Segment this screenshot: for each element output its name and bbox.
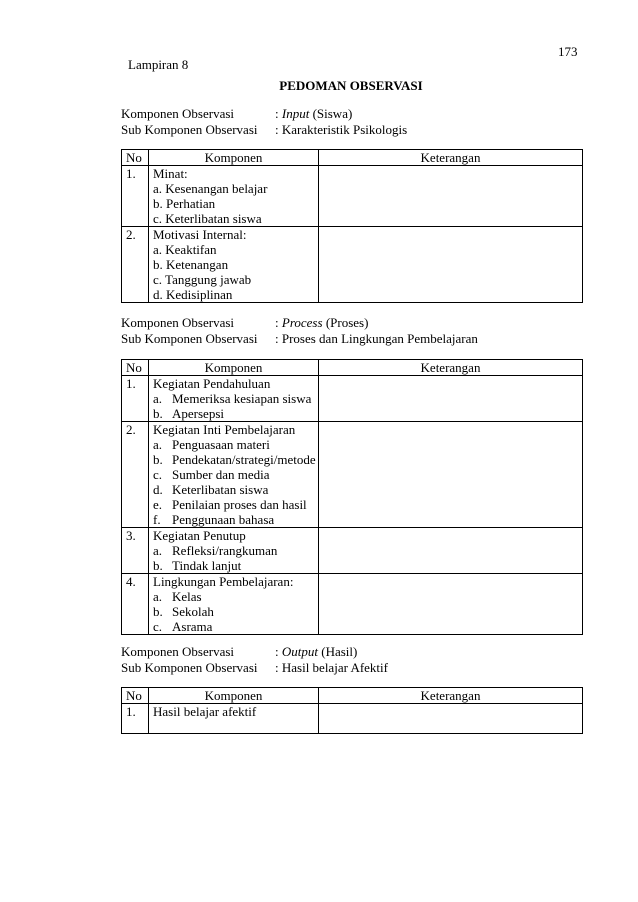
meta-value: : Input (Siswa) [275, 106, 353, 121]
list-item: a. Memeriksa kesiapan siswa [153, 391, 312, 406]
list-item: e. Penilaian proses dan hasil [153, 497, 307, 512]
list-item: a. Kesenangan belajar [153, 181, 268, 196]
row-number: 1. [122, 704, 149, 734]
meta-row [121, 122, 407, 138]
row-keterangan [319, 166, 583, 227]
meta-label: Sub Komponen Observasi [121, 331, 258, 346]
header-komponen: Komponen [149, 360, 319, 376]
list-item: a. Kelas [153, 589, 202, 604]
row-number: 2. [122, 422, 149, 528]
table-row [122, 574, 583, 635]
section-input-meta [121, 106, 407, 138]
row-komponen [149, 227, 319, 303]
list-item: f. Penggunaan bahasa [153, 512, 275, 527]
meta-value: : Output (Hasil) [275, 644, 358, 659]
row-keterangan [319, 574, 583, 635]
table-header-row [122, 688, 583, 704]
meta-row [121, 644, 388, 660]
row-komponen [149, 422, 319, 528]
process-table [121, 359, 583, 635]
row-komponen [149, 166, 319, 227]
row-title: Kegiatan Penutup [153, 528, 246, 543]
header-komponen: Komponen [149, 150, 319, 166]
list-item: b. Sekolah [153, 604, 214, 619]
row-komponen [149, 704, 319, 734]
row-keterangan [319, 376, 583, 422]
list-item: d. Kedisiplinan [153, 287, 233, 302]
header-komponen: Komponen [149, 688, 319, 704]
row-number: 4. [122, 574, 149, 635]
meta-label: Komponen Observasi [121, 106, 235, 121]
row-number: 2. [122, 227, 149, 303]
document-title: PEDOMAN OBSERVASI [279, 78, 423, 93]
meta-label: Komponen Observasi [121, 315, 235, 330]
list-item: b. Pendekatan/strategi/metode [153, 452, 316, 467]
page-number: 173 [558, 44, 578, 59]
table-row [122, 528, 583, 574]
table-header-row [122, 150, 583, 166]
header-keterangan: Keterangan [319, 360, 583, 376]
header-no: No [122, 360, 149, 376]
header-no: No [122, 688, 149, 704]
row-komponen [149, 376, 319, 422]
list-item: a. Refleksi/rangkuman [153, 543, 278, 558]
list-item: c. Keterlibatan siswa [153, 211, 262, 226]
meta-value: : Process (Proses) [275, 315, 369, 330]
meta-label: Komponen Observasi [121, 644, 235, 659]
output-table [121, 687, 583, 734]
table-row [122, 422, 583, 528]
row-number: 1. [122, 166, 149, 227]
row-number: 3. [122, 528, 149, 574]
meta-row [121, 315, 478, 331]
list-item: d. Keterlibatan siswa [153, 482, 269, 497]
row-number: 1. [122, 376, 149, 422]
list-item: b. Perhatian [153, 196, 216, 211]
list-item: c. Asrama [153, 619, 213, 634]
list-item: a. Keaktifan [153, 242, 217, 257]
row-keterangan [319, 704, 583, 734]
row-komponen [149, 528, 319, 574]
row-title: Hasil belajar afektif [153, 704, 257, 719]
meta-row [121, 331, 478, 347]
input-table [121, 149, 583, 303]
row-title: Lingkungan Pembelajaran: [153, 574, 294, 589]
meta-row [121, 106, 407, 122]
list-item: b. Tindak lanjut [153, 558, 242, 573]
row-keterangan [319, 422, 583, 528]
table-row [122, 704, 583, 734]
row-title: Kegiatan Pendahuluan [153, 376, 271, 391]
list-item: a. Penguasaan materi [153, 437, 270, 452]
row-keterangan [319, 227, 583, 303]
list-item: b. Ketenangan [153, 257, 229, 272]
header-keterangan: Keterangan [319, 150, 583, 166]
list-item: c. Tanggung jawab [153, 272, 252, 287]
meta-value: : Karakteristik Psikologis [275, 122, 408, 137]
list-item: c. Sumber dan media [153, 467, 270, 482]
row-title: Motivasi Internal: [153, 227, 247, 242]
row-komponen [149, 574, 319, 635]
header-no: No [122, 150, 149, 166]
section-output-meta [121, 644, 388, 676]
meta-value: : Hasil belajar Afektif [275, 660, 388, 675]
meta-label: Sub Komponen Observasi [121, 660, 258, 675]
header-keterangan: Keterangan [319, 688, 583, 704]
table-row [122, 166, 583, 227]
row-keterangan [319, 528, 583, 574]
meta-label: Sub Komponen Observasi [121, 122, 258, 137]
table-row [122, 227, 583, 303]
list-item: b. Apersepsi [153, 406, 224, 421]
section-process-meta [121, 315, 478, 347]
row-title: Minat: [153, 166, 188, 181]
table-header-row [122, 360, 583, 376]
table-row [122, 376, 583, 422]
appendix-label: Lampiran 8 [128, 57, 189, 72]
meta-value: : Proses dan Lingkungan Pembelajaran [275, 331, 478, 346]
meta-row [121, 660, 388, 676]
row-title: Kegiatan Inti Pembelajaran [153, 422, 296, 437]
